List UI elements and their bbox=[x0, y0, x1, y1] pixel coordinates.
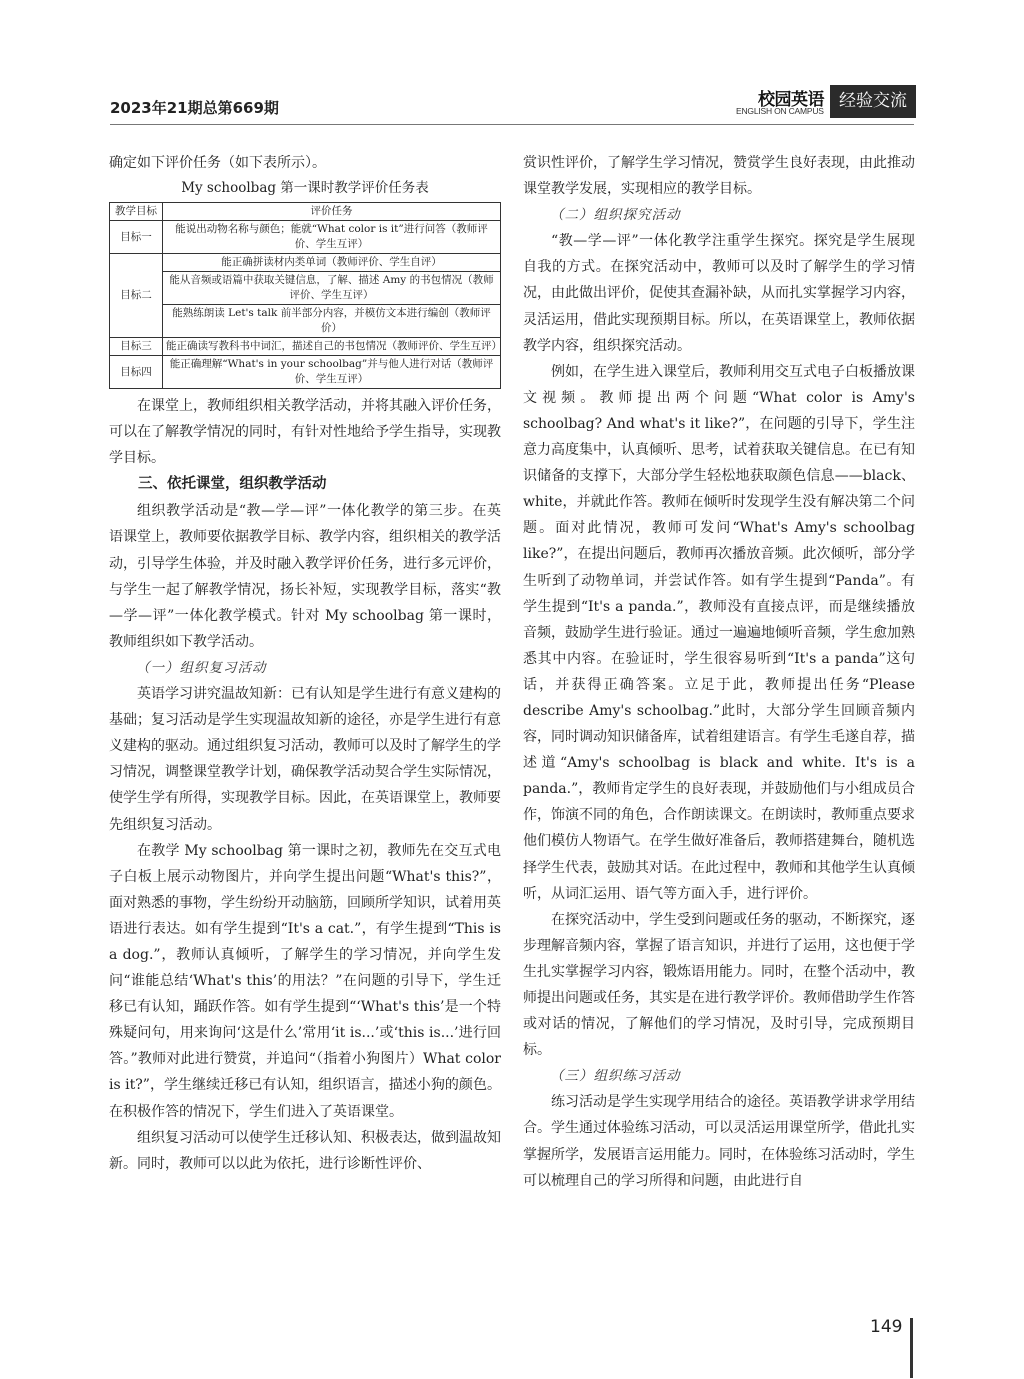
paragraph: 组织教学活动是“教—学—评”一体化教学的第三步。在英语课堂上，教师要依据教学目标、教学内容，组织相关的教学活动，引导学生体验，并及时融入教学评价任务，进行多元评价，与学生一起了解教学情况，扬长补短，实现教学目标，落实“教—学—评”一体化教学模式。针对 My schoolbag 第一课时，教师组织如下教学活动。 bbox=[109, 503, 501, 650]
paragraph: 在探究活动中，学生受到问题或任务的驱动，不断探究，逐步理解音频内容，掌握了语言知识，并进行了运用，这也便于学生扎实掌握学习内容，锻炼语用能力。同时，在整个活动中，教师提出问题或任务，其实是在进行教学评价。教师借助学生作答或对话的情况，了解他们的学习情况，及时引导，完成预期目标。 bbox=[523, 911, 915, 1059]
table-row bbox=[110, 356, 501, 389]
goal-cell: 目标四 bbox=[110, 356, 163, 389]
task-cell: 能熟练朗读 Let's talk 前半部分内容，并模仿文本进行编创（教师评价） bbox=[163, 305, 501, 338]
page-number: 149 bbox=[870, 1317, 903, 1337]
left-column bbox=[109, 150, 501, 1177]
task-cell: 能正确拼读材内类单词（教师评价、学生自评） bbox=[163, 254, 501, 272]
section-heading: 三、依托课堂，组织教学活动 bbox=[138, 476, 327, 493]
page-number-bar bbox=[910, 1318, 913, 1378]
evaluation-table bbox=[109, 202, 501, 389]
table-header-cell: 教学目标 bbox=[110, 203, 163, 221]
task-cell: 能正确读写教科书中词汇，描述自己的书包情况（教师评价、学生互评） bbox=[163, 338, 501, 356]
subheading: （二）组织探究活动 bbox=[550, 207, 681, 224]
table-row bbox=[110, 305, 501, 338]
paragraph: 赏识性评价，了解学生学习情况，赞赏学生良好表现，由此推动课堂教学发展，实现相应的教学目标。 bbox=[523, 155, 915, 198]
table-row bbox=[110, 221, 501, 254]
brand-title: 校园英语 bbox=[758, 90, 824, 110]
subheading: （三）组织练习活动 bbox=[550, 1068, 681, 1085]
table-row bbox=[110, 272, 501, 305]
table-row bbox=[110, 338, 501, 356]
section-tag: 经验交流 bbox=[830, 85, 916, 118]
paragraph: 英语学习讲究温故知新：已有认知是学生进行有意义建构的基础；复习活动是学生实现温故知新的途径，亦是学生进行有意义建构的驱动。通过组织复习活动，教师可以及时了解学生的学习情况，调整课堂教学计划，确保教学活动契合学生实际情况，使学生学有所得，实现教学目标。因此，在英语课堂上，教师要先组织复习活动。 bbox=[109, 686, 501, 833]
header-divider bbox=[110, 124, 914, 125]
paragraph: 练习活动是学生实现学用结合的途径。英语教学讲求学用结合。学生通过体验练习活动，可以灵活运用课堂所学，借此扎实掌握所学，发展语言运用能力。同时，在体验练习活动时，学生可以梳理自己的学习所得和问题，由此进行自 bbox=[523, 1094, 915, 1189]
goal-cell: 目标二 bbox=[110, 254, 163, 338]
task-cell: 能从音频或语篇中获取关键信息，了解、描述 Amy 的书包情况（教师评价、学生互评） bbox=[163, 272, 501, 305]
paragraph: 组织复习活动可以使学生迁移认知、积极表达，做到温故知新。同时，教师可以以此为依托，进行诊断性评价、 bbox=[109, 1129, 501, 1172]
subheading: （一）组织复习活动 bbox=[136, 659, 267, 676]
table-title: My schoolbag 第一课时教学评价任务表 bbox=[181, 180, 429, 197]
paragraph: “教—学—评”一体化教学注重学生探究。探究是学生展现自我的方式。在探究活动中，教师可以及时了解学生的学习情况，由此做出评价，促使其查漏补缺，从而扎实掌握学习内容，灵活运用，借此实现预期目标。所以，在英语课堂上，教师依据教学内容，组织探究活动。 bbox=[523, 233, 915, 354]
table-header-row bbox=[110, 203, 501, 221]
paragraph: 确定如下评价任务（如下表所示）。 bbox=[109, 155, 326, 171]
right-column bbox=[523, 150, 915, 1194]
task-cell: 能说出动物名称与颜色；能就“What color is it”进行问答（教师评价、学生互评） bbox=[163, 221, 501, 254]
paragraph: 在教学 My schoolbag 第一课时之初，教师先在交互式电子白板上展示动物图片，并向学生提出问题“What's this?”，面对熟悉的事物，学生纷纷开动脑筋，回顾所学知识，试着用英语进行表达。如有学生提到“It's a cat.”，有学生提到“This is a dog.”，教师认真倾听，了解学生的学习情况，并向学生发问“谁能总结‘What's this’的用法？”在问题的引导下，学生迁移已有认知，踊跃作答。如有学生提到“‘What's this’是一个特殊疑问句，用来询问‘这是什么’常用‘it is...’或‘this is...’进行回答。”教师对此进行赞赏，并追问“（指着小狗图片）What color is it?”，学生继续迁移已有认知，组织语言，描述小狗的颜色。在积极作答的情况下，学生们进入了英语课堂。 bbox=[109, 842, 501, 1120]
goal-cell: 目标三 bbox=[110, 338, 163, 356]
table-header-cell: 评价任务 bbox=[163, 203, 501, 221]
table-row bbox=[110, 254, 501, 272]
goal-cell: 目标一 bbox=[110, 221, 163, 254]
paragraph: 在课堂上，教师组织相关教学活动，并将其融入评价任务，可以在了解教学情况的同时，有针对性地给予学生指导，实现教学目标。 bbox=[109, 398, 501, 467]
issue-label: 2023年21期总第669期 bbox=[110, 99, 279, 117]
paragraph: 例如，在学生进入课堂后，教师利用交互式电子白板播放课文视频。教师提出两个问题“What color is Amy's schoolbag? And what's it like?”，在问题的引导下，学生注意力高度集中，认真倾听、思考，试着获取关键信息。在已有知识储备的支撑下，大部分学生轻松地获取颜色信息——black、white，并就此作答。教师在倾听时发现学生没有解决第二个问题。面对此情况，教师可发问“What's Amy's schoolbag like?”，在提出问题后，教师再次播放音频。此次倾听，部分学生听到了动物单词，并尝试作答。如有学生提到“Panda”。有学生提到“It's a panda.”，教师没有直接点评，而是继续播放音频，鼓励学生进行验证。通过一遍遍地倾听音频，学生愈加熟悉其中内容。在验证时，学生很容易听到“It's a panda”这句话，并获得正确答案。立足于此，教师提出任务“Please describe Amy's schoolbag.”此时，大部分学生回顾音频内容，同时调动知识储备库，试着组建语言。有学生毛遂自荐，描述道“Amy's schoolbag is black and white. It's is a panda.”，教师肯定学生的良好表现，并鼓励他们与小组成员合作，饰演不同的角色，合作朗读课文。在朗读时，教师重点要求他们模仿人物语气。在学生做好准备后，教师搭建舞台，随机选择学生代表，鼓励其对话。在此过程中，教师和其他学生认真倾听，从词汇运用、语气等方面入手，进行评价。 bbox=[523, 363, 915, 902]
brand-subtitle: ENGLISH ON CAMPUS bbox=[736, 106, 824, 116]
task-cell: 能正确理解“What's in your schoolbag”并与他人进行对话（教师评价、学生互评） bbox=[163, 356, 501, 389]
